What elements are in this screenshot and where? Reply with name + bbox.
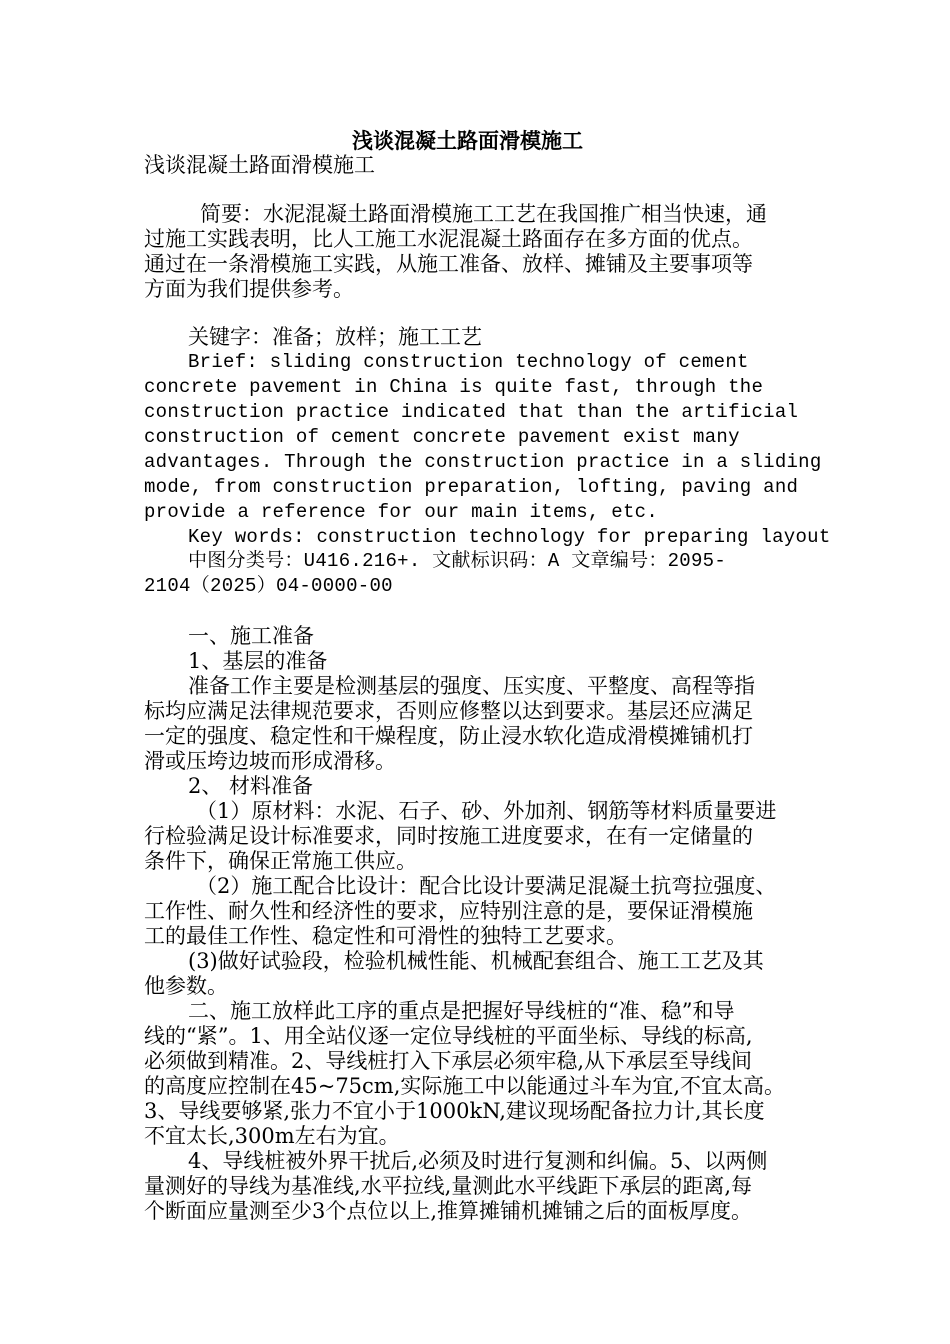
- body-line: 二、施工放样此工序的重点是把握好导线桩的“准、稳”和导: [188, 999, 735, 1023]
- body-line: （1）原材料：水泥、石子、砂、外加剂、钢筋等材料质量要进: [196, 799, 777, 823]
- body-line: 个断面应量测至少3个点位以上,推算摊铺机摊铺之后的面板厚度。: [144, 1199, 753, 1223]
- body-line: 4、导线桩被外界干扰后,必须及时进行复测和纠偏。5、以两侧: [188, 1149, 768, 1173]
- key-words-en: Key words: construction technology for preparing layout: [188, 526, 831, 548]
- section-heading: 一、施工准备: [188, 624, 314, 648]
- brief-line: construction of cement concrete pavement exist many: [144, 426, 740, 448]
- body-line: 工的最佳工作性、稳定性和可滑性的独特工艺要求。: [144, 924, 627, 948]
- brief-line: concrete pavement in China is quite fast, through the: [144, 376, 764, 398]
- classification-line: 2104（2025）04-0000-00: [144, 575, 393, 597]
- body-line: 线的“紧”。1、用全站仪逐一定位导线桩的平面坐标、导线的标高,: [144, 1024, 753, 1048]
- abstract-line: 通过在一条滑模施工实践，从施工准备、放样、摊铺及主要事项等: [144, 252, 753, 276]
- document-subtitle: 浅谈混凝土路面滑模施工: [144, 153, 375, 177]
- subsection-heading: 2、 材料准备: [188, 774, 314, 798]
- body-line: 不宜太长,300m左右为宜。: [144, 1124, 400, 1148]
- body-line: 一定的强度、稳定性和干燥程度，防止浸水软化造成滑模摊铺机打: [144, 724, 753, 748]
- body-line: 他参数。: [144, 974, 228, 998]
- body-line: （2）施工配合比设计：配合比设计要满足混凝土抗弯拉强度、: [196, 874, 777, 898]
- body-line: 滑或压垮边坡而形成滑移。: [144, 749, 396, 773]
- brief-line: mode, from construction preparation, lofting, paving and: [144, 476, 799, 498]
- body-line: 行检验满足设计标准要求，同时按施工进度要求，在有一定储量的: [144, 824, 753, 848]
- keywords-line: 关键字：准备；放样；施工工艺: [188, 325, 482, 349]
- body-line: 3、导线要够紧,张力不宜小于1000kN,建议现场配备拉力计,其长度: [144, 1099, 765, 1123]
- body-line: 准备工作主要是检测基层的强度、压实度、平整度、高程等指: [188, 674, 755, 698]
- body-line: 工作性、耐久性和经济性的要求，应特别注意的是，要保证滑模施: [144, 899, 753, 923]
- brief-line: Brief: sliding construction technology of cement: [188, 351, 749, 373]
- subsection-heading: 1、基层的准备: [188, 649, 328, 673]
- body-line: 标均应满足法律规范要求，否则应修整以达到要求。基层还应满足: [144, 699, 753, 723]
- brief-line: provide a reference for our main items, etc.: [144, 501, 659, 523]
- body-line: 必须做到精准。2、导线桩打入下承层必须牢稳,从下承层至导线间: [144, 1049, 753, 1073]
- body-line: (3)做好试验段，检验机械性能、机械配套组合、施工工艺及其: [188, 949, 764, 973]
- classification-line: 中图分类号：U416.216+. 文献标识码：A 文章编号：2095-: [188, 550, 727, 572]
- document-title: 浅谈混凝土路面滑模施工: [352, 128, 583, 153]
- body-line: 量测好的导线为基准线,水平拉线,量测此水平线距下承层的距离,每: [144, 1174, 753, 1198]
- brief-line: construction practice indicated that than the artificial: [144, 401, 799, 423]
- body-line: 的高度应控制在45~75cm,实际施工中以能通过斗车为宜,不宜太高。: [144, 1074, 786, 1098]
- abstract-line: 过施工实践表明，比人工施工水泥混凝土路面存在多方面的优点。: [144, 227, 753, 251]
- brief-line: advantages. Through the construction practice in a sliding: [144, 451, 822, 473]
- abstract-line: 简要：水泥混凝土路面滑模施工工艺在我国推广相当快速，通: [200, 202, 767, 226]
- abstract-line: 方面为我们提供参考。: [144, 277, 354, 301]
- body-line: 条件下，确保正常施工供应。: [144, 849, 417, 873]
